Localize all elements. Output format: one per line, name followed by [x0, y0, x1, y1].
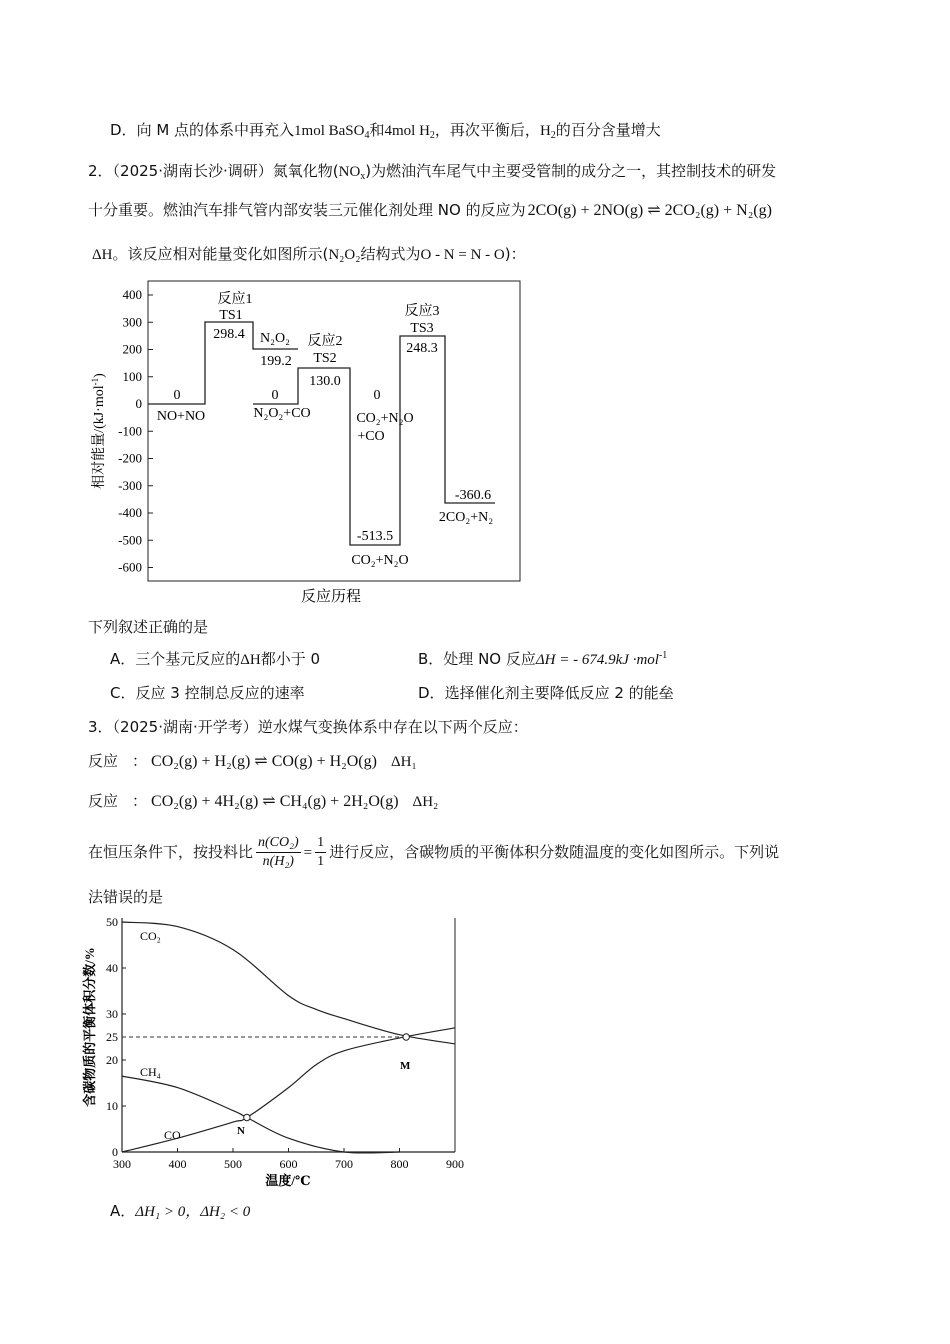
y-tick-label: -300: [118, 477, 142, 493]
option-label: D．: [110, 121, 137, 139]
x-tick-label: 300: [113, 1157, 131, 1171]
y-tick-label: 20: [106, 1053, 118, 1067]
q2-option-a: A．三个基元反应的ΔH都小于 0: [110, 650, 321, 668]
q2-option-b: B．处理 NO 反应ΔH = - 674.9kJ ·mol$^{-1}$: [418, 650, 668, 668]
species-label: CO₂+N₂O: [356, 411, 414, 426]
co-series-label: CO: [164, 1128, 181, 1142]
q3-stem: 3．（2025·湖南·开学考）逆水煤气变换体系中存在以下两个反应：: [88, 718, 528, 736]
species-label: N₂O₂: [260, 331, 290, 346]
question-source: （2025·湖南长沙·调研）: [112, 162, 273, 180]
point-n-marker: [244, 1114, 250, 1120]
x-tick-label: 700: [335, 1157, 353, 1171]
y-tick-label: 0: [112, 1145, 118, 1159]
option-text: 的百分含量增大: [555, 121, 661, 139]
level-value: -513.5: [356, 529, 394, 544]
point-n-label: N: [237, 1125, 245, 1137]
question-number: 2．: [88, 162, 113, 180]
species-label: 2CO₂+N₂: [438, 510, 494, 525]
y-tick-label: 30: [106, 1007, 118, 1021]
y-tick-label: 25: [106, 1030, 118, 1044]
y-tick-label: 10: [106, 1099, 118, 1113]
y-tick-label: 50: [106, 915, 118, 929]
feed-ratio-fraction: $\frac{\text{n(CO₂)}}{\text{n(H₂)}}$: [258, 835, 299, 869]
y-tick-label: -400: [118, 505, 142, 520]
x-tick-label: 500: [224, 1157, 242, 1171]
y-tick-label: 100: [122, 368, 142, 384]
reaction2-label: 反应2: [307, 334, 343, 349]
q3-reaction1: 反应 ： CO₂(g) + H₂(g) ⇌ CO(g) + H₂O(g) ΔH₁: [88, 752, 417, 770]
co2-curve: [122, 922, 455, 1044]
species-label: CO₂+N₂O: [351, 553, 409, 568]
point-m-marker: [403, 1034, 409, 1040]
y-axis-label: 相对能量/(kJ·mol$^{-1}$): [90, 373, 107, 489]
y-tick-label: 300: [122, 314, 142, 330]
q2-option-d: D．选择催化剂主要降低反应 2 的能垒: [418, 684, 674, 702]
co2-series-label: CO₂: [140, 929, 161, 943]
ts2-value: 130.0: [309, 374, 341, 389]
chem-formula: $H_2$: [539, 123, 556, 141]
reaction-equation: 2CO(g) + 2NO(g) ⇌ 2CO₂(g) + N₂(g): [527, 202, 772, 219]
q2-stem-line2: 十分重要。燃油汽车排气管内部安装三元催化剂处理 NO 的反应为 2CO(g) + 2NO(g) ⇌ 2CO₂(g) + N₂(g): [88, 201, 772, 219]
q3-condition: 在恒压条件下，按投料比 $\frac{\text{n(CO₂)}}{\text{n(H₂)}}$ = $\frac{1}{1}$ 进行反应，含碳物质的平衡体积分数随温度的变化如图所示。下列说: [88, 835, 780, 869]
y-tick-label: -600: [118, 559, 142, 575]
x-axis-label: 温度/℃: [265, 1173, 311, 1188]
y-tick-label: 400: [122, 287, 142, 302]
level-value: -360.6: [454, 488, 492, 503]
energy-diagram: [85, 275, 535, 610]
level-value: 0: [271, 388, 279, 403]
reaction1-label: 反应1: [217, 292, 253, 307]
level-value: 199.2: [260, 354, 292, 369]
q1-option-d: [110, 119, 661, 142]
q2-option-c: C．反应 3 控制总反应的速率: [110, 684, 305, 702]
ts3-value: 248.3: [406, 341, 438, 356]
structure-formula: O - N = N - O: [420, 247, 505, 263]
question-number: 3．: [88, 718, 113, 736]
species-label: +CO: [357, 429, 385, 444]
chem-formula: N₂O₂: [328, 247, 361, 263]
q2-prompt: 下列叙述正确的是: [88, 618, 209, 636]
temperature-chart: [82, 912, 472, 1194]
option-text: 向 M 点的体系中再充入: [136, 121, 295, 139]
reaction3-label: 反应3: [404, 304, 440, 319]
level-value: 0: [173, 388, 181, 403]
x-tick-label: 600: [279, 1157, 298, 1171]
y-tick-label: -500: [118, 532, 142, 548]
y-tick-label: 0: [135, 396, 142, 411]
level-value: 0: [373, 388, 381, 403]
q2-stem-line3: ΔH。该反应相对能量变化如图所示(N₂O₂结构式为O - N = N - O)：: [92, 245, 526, 263]
ts1-value: 298.4: [213, 327, 245, 342]
q3-reaction2: 反应 ： CO₂(g) + 4H₂(g) ⇌ CH₄(g) + 2H₂O(g) ΔH₂: [88, 792, 439, 810]
y-axis-label: 含碳物质的平衡体积分数/%: [82, 947, 97, 1107]
question-source: （2025·湖南·开学考）: [112, 718, 258, 736]
y-tick-label: -100: [118, 423, 142, 439]
chem-formula: 4mol $H_2$: [384, 123, 435, 141]
species-label: NO+NO: [156, 409, 206, 424]
chem-formula: 1mol BaSO$_4$: [294, 123, 370, 141]
species-label: N₂O₂+CO: [253, 406, 311, 421]
ch4-series-label: CH₄: [140, 1065, 161, 1079]
ts2-label: TS2: [313, 351, 337, 366]
chart-frame: [148, 281, 520, 581]
point-m-label: M: [400, 1060, 411, 1072]
option-text: ，再次平衡后，: [434, 121, 540, 139]
y-tick-label: -200: [118, 450, 142, 466]
q3-option-a: A．ΔH₁ > 0，ΔH₂ < 0: [110, 1202, 251, 1220]
y-tick-label: 40: [106, 961, 118, 975]
x-tick-label: 400: [168, 1157, 187, 1171]
x-tick-label: 800: [390, 1157, 409, 1171]
y-tick-label: 200: [122, 341, 142, 357]
x-axis-label: 反应历程: [300, 589, 362, 605]
chem-formula: $NO_x$: [338, 164, 366, 182]
ts1-label: TS1: [219, 308, 243, 323]
x-tick-label: 900: [446, 1157, 464, 1171]
q3-condition-line2: 法错误的是: [88, 888, 164, 906]
option-text: 和: [369, 121, 385, 139]
q2-stem-line1: 2．（2025·湖南长沙·调研）氮氧化物$(NO_x)$为燃油汽车尾气中主要受管制的成分之一，其控制技术的研发: [88, 162, 777, 182]
ts3-label: TS3: [410, 321, 434, 336]
